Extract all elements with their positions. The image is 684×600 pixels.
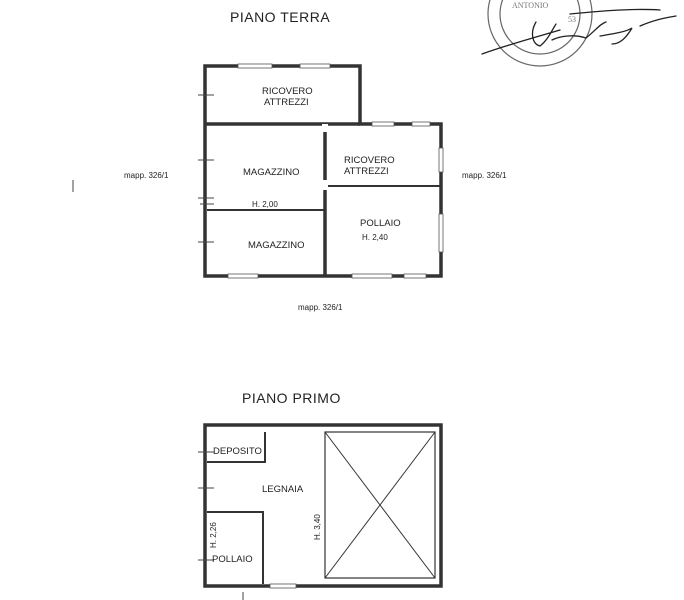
signature [482, 9, 676, 54]
room-label-ricovero-2b: ATTREZZI [344, 166, 389, 177]
room-label-ricovero-1a: RICOVERO [262, 86, 313, 97]
height-label-pollaio-first: H. 2,26 [209, 522, 218, 548]
room-label-magazzino-1: MAGAZZINO [243, 167, 300, 178]
room-label-legnaia: LEGNAIA [262, 484, 304, 495]
room-label-pollaio-first: POLLAIO [212, 554, 253, 565]
stamp-text-number: 53 [568, 15, 576, 24]
first-floor-title: PIANO PRIMO [242, 390, 341, 406]
room-label-deposito: DEPOSITO [213, 446, 262, 457]
height-label-pollaio: H. 2,40 [362, 233, 388, 242]
height-label-magazzino: H. 2,00 [252, 200, 278, 209]
stamp-seal [488, 0, 592, 66]
room-label-ricovero-2a: RICOVERO [344, 155, 395, 166]
height-label-legnaia: H. 3,40 [313, 514, 322, 540]
stamp-text-name: ANTONIO [512, 1, 549, 10]
ground-floor-title: PIANO TERRA [230, 9, 331, 25]
neighbor-label-left: mapp. 326/1 [124, 171, 169, 180]
neighbor-label-right: mapp. 326/1 [462, 171, 507, 180]
room-label-ricovero-1b: ATTREZZI [264, 97, 309, 108]
room-label-pollaio: POLLAIO [360, 218, 401, 229]
neighbor-label-bottom: mapp. 326/1 [298, 303, 343, 312]
room-label-magazzino-2: MAGAZZINO [248, 240, 305, 251]
